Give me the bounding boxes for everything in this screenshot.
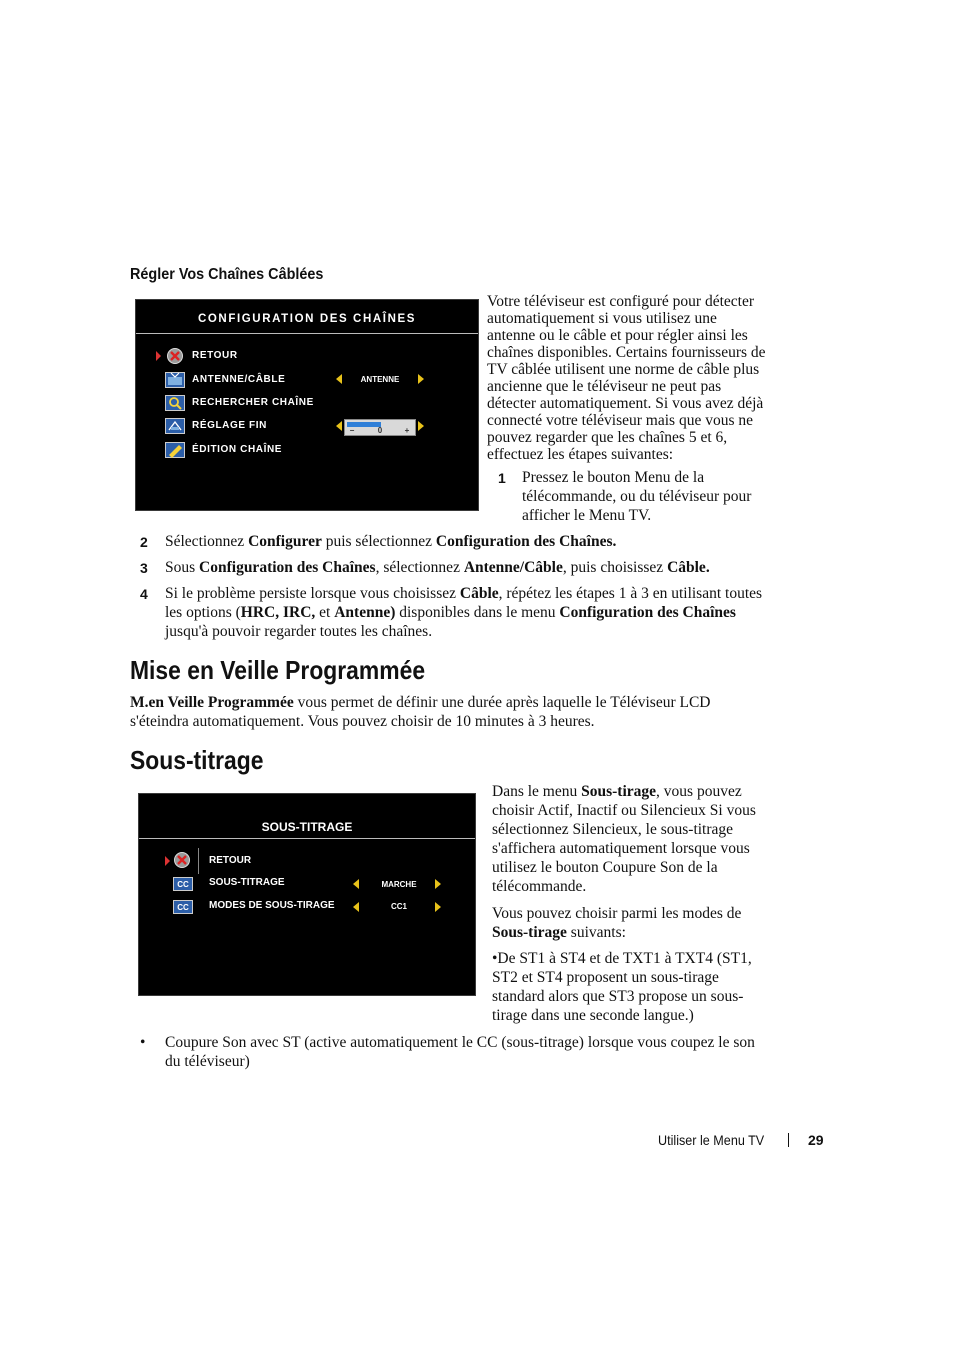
osd-title: CONFIGURATION DES CHAÎNES: [197, 313, 417, 325]
osd-vertical-divider: [198, 848, 199, 874]
section-heading: Régler Vos Chaînes Câblées: [130, 266, 324, 283]
menu-item-retour[interactable]: RETOUR: [209, 855, 252, 866]
menu-item-antenne-cable[interactable]: ANTENNE/CÂBLE: [192, 374, 286, 385]
slider-plus: +: [404, 426, 410, 435]
arrow-right-icon[interactable]: [418, 421, 424, 431]
fine-tune-slider[interactable]: [344, 419, 416, 436]
menu-item-sous-titrage[interactable]: SOUS-TITRAGE: [209, 877, 285, 888]
step-2-text: Sélectionnez Configurer puis sélectionnez Configuration des Chaînes.: [165, 533, 617, 550]
step-number: 1: [498, 470, 506, 486]
osd-divider: [136, 333, 478, 334]
footer-separator: [788, 1133, 789, 1147]
arrow-left-icon[interactable]: [353, 902, 359, 912]
arrow-left-icon[interactable]: [336, 374, 342, 384]
footer-section-name: Utiliser le Menu TV: [658, 1132, 765, 1148]
step-3-text: Sous Configuration des Chaînes, sélectionnez Antenne/Câble, puis choisissez Câble.: [165, 559, 710, 576]
antenne-cable-value: ANTENNE: [360, 375, 400, 384]
sleep-timer-heading: Mise en Veille Programmée: [130, 655, 426, 685]
channel-config-osd: [135, 299, 479, 511]
bullet-mark: •: [140, 1034, 146, 1051]
step-number: 3: [140, 560, 148, 576]
svg-text:CC: CC: [177, 880, 189, 889]
intro-paragraph: Votre téléviseur est configuré pour détecter automatiquement si vous utilisez une antenne ou le câble et pour régler ainsi les chaînes disponibles. Certains fournisseurs de TV câblée utilisent une norme de câble plus ancienne que le téléviseur ne peut pas détecter automatiquement. Si vous avez déjà connecté votre téléviseur mais que vous ne pouvez regarder que les chaînes 5 et 6, effectuez les étapes suivantes:: [487, 293, 766, 463]
menu-item-modes-sous-tirage[interactable]: MODES DE SOUS-TIRAGE: [209, 900, 335, 911]
sous-titrage-value: MARCHE: [381, 880, 417, 889]
captions-paragraph-3: •De ST1 à ST4 et de TXT1 à TXT4 (ST1, ST2 et ST4 proposent un sous-tirage standard alors que ST3 propose un sous-tirage dans une seconde langue.): [492, 950, 752, 1024]
menu-item-retour[interactable]: RETOUR: [192, 350, 238, 361]
captions-paragraph-1: Dans le menu Sous-tirage, vous pouvez choisir Actif, Inactif ou Silencieux Si vous sélectionnez Silencieux, le sous-titrage s'affichera automatiquement lorsque vous utilisez le bouton Coupure Son de la télécommande.: [492, 783, 756, 895]
arrow-left-icon[interactable]: [353, 879, 359, 889]
menu-item-rechercher-chaine[interactable]: RECHERCHER CHAÎNE: [192, 397, 314, 408]
osd-divider: [139, 838, 475, 839]
arrow-right-icon[interactable]: [435, 879, 441, 889]
captions-bullet-text: Coupure Son avec ST (active automatiquement le CC (sous-titrage) lorsque vous coupez le son du téléviseur): [165, 1034, 755, 1070]
cc-icon: [173, 877, 193, 893]
osd-title: SOUS-TITRAGE: [261, 820, 353, 834]
fine-tune-icon: [165, 418, 185, 434]
back-icon: [173, 852, 191, 868]
step-number: 2: [140, 534, 148, 550]
arrow-right-icon[interactable]: [418, 374, 424, 384]
selection-pointer-icon: [165, 856, 170, 866]
slider-minus: −: [349, 426, 355, 435]
cc-icon: [173, 900, 193, 916]
modes-sous-tirage-value: CC1: [390, 902, 407, 911]
page-number: 29: [808, 1132, 824, 1148]
svg-text:CC: CC: [177, 903, 189, 912]
step-4-text: Si le problème persiste lorsque vous choisissez Câble, répétez les étapes 1 à 3 en utilisant toutes les options (HRC, IRC, et Antenne) disponibles dans le menu Configuration des Chaînes jusqu'à pouvoir regarder toutes les chaînes.: [165, 585, 763, 640]
arrow-left-icon[interactable]: [336, 421, 342, 431]
step-number: 4: [140, 586, 148, 602]
antenna-icon: [165, 372, 185, 388]
menu-item-reglage-fin[interactable]: RÉGLAGE FIN: [192, 420, 267, 431]
edit-channel-icon: [165, 442, 185, 458]
arrow-right-icon[interactable]: [435, 902, 441, 912]
selection-pointer-icon: [156, 351, 161, 361]
sleep-timer-text: M.en Veille Programmée vous permet de définir une durée après laquelle le Téléviseur LCD s'éteindra automatiquement. Vous pouvez choisir de 10 minutes à 3 heures.: [130, 694, 711, 730]
captions-paragraph-2: Vous pouvez choisir parmi les modes de Sous-tirage suivants:: [492, 905, 742, 941]
search-channel-icon: [165, 395, 185, 411]
back-icon: [166, 348, 184, 364]
menu-item-edition-chaine[interactable]: ÉDITION CHAÎNE: [192, 444, 283, 455]
step-1-text: Pressez le bouton Menu de la télécommande, ou du téléviseur pour afficher le Menu TV.: [522, 469, 752, 524]
captions-osd: [138, 793, 476, 996]
slider-value: 0: [377, 426, 383, 435]
captions-heading: Sous-titrage: [130, 745, 264, 775]
